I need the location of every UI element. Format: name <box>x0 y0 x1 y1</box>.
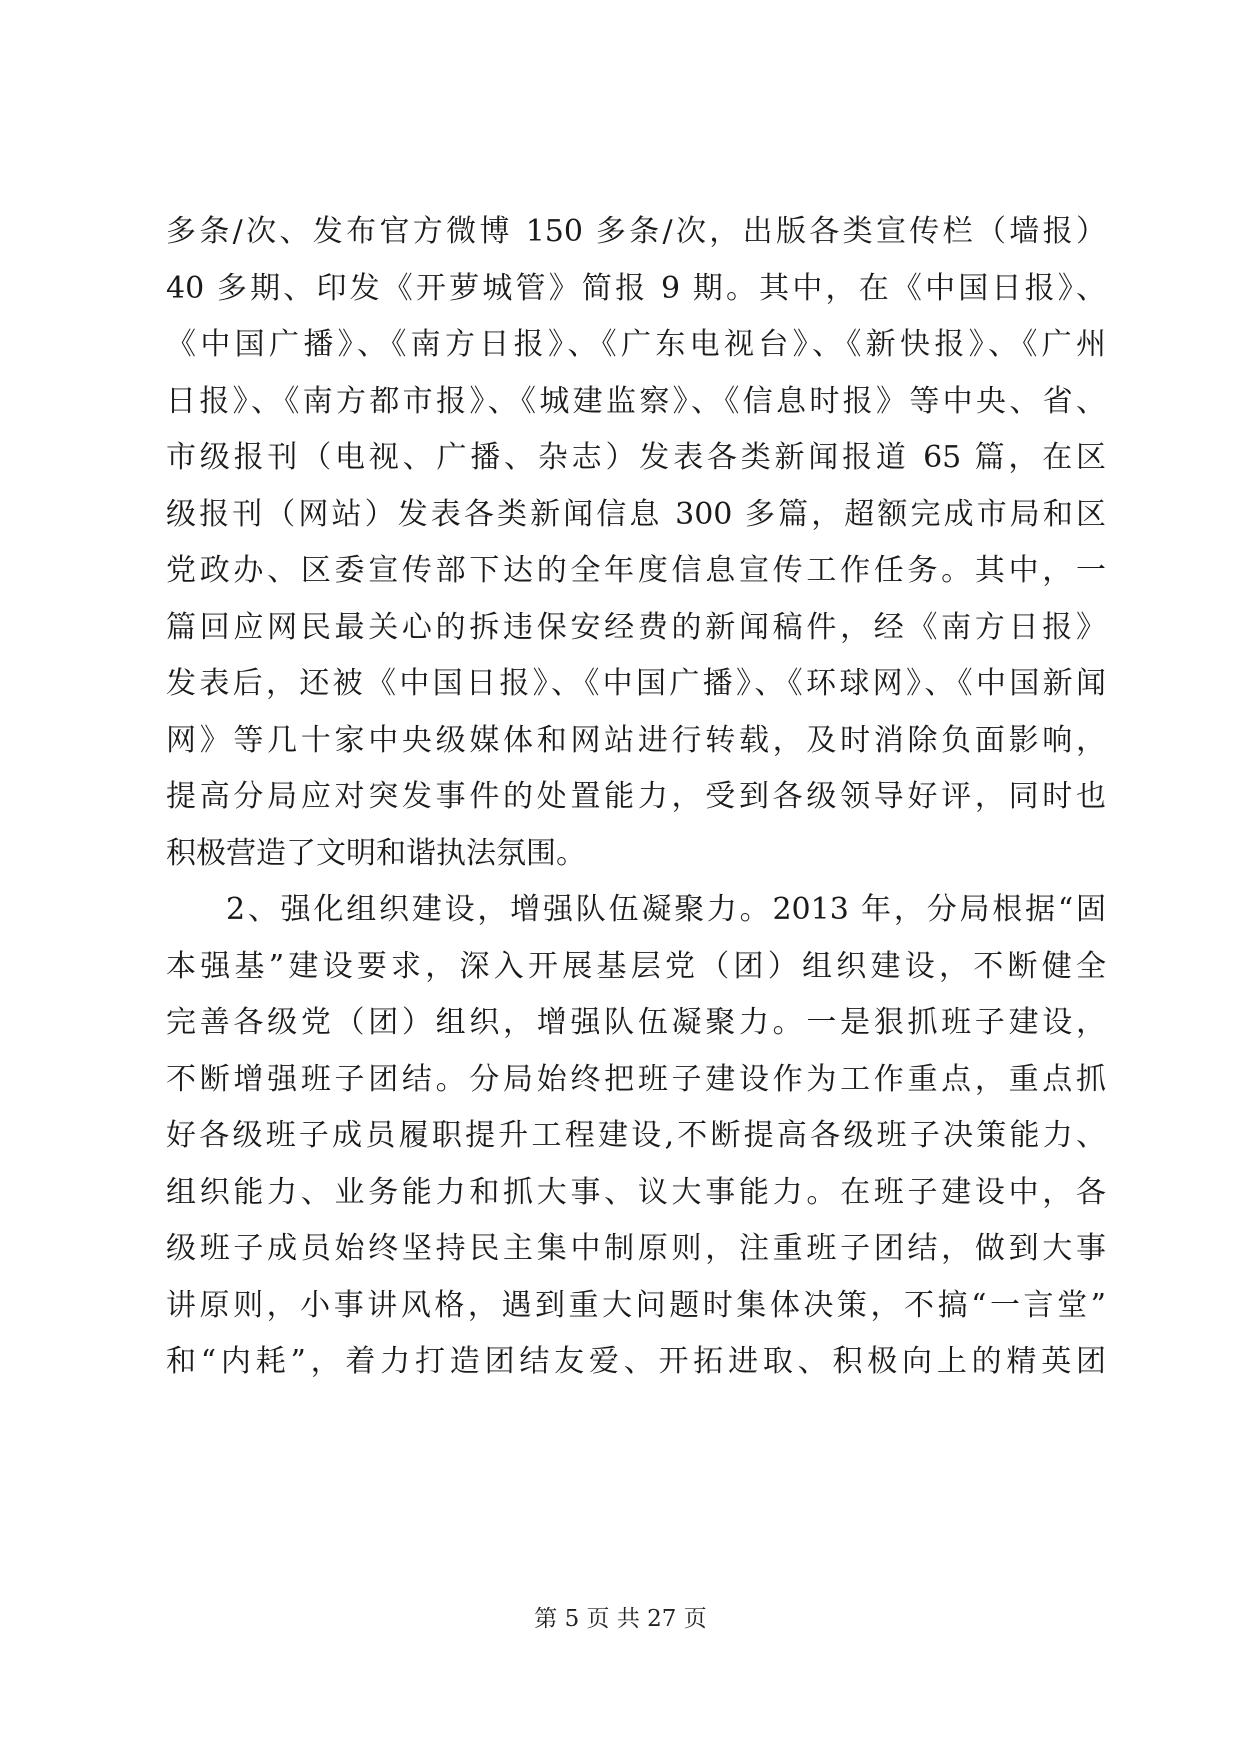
text-line: 多条/次、发布官方微博 150 多条/次，出版各类宣传栏（墙报） <box>166 214 1106 249</box>
text-line: 级班子成员始终坚持民主集中制原则，注重班子团结，做到大事 <box>166 1231 1106 1266</box>
paragraph-last-line: 积极营造了文明和谐执法氛围。 <box>166 835 586 871</box>
paragraph-first-line: 2、强化组织建设，增强队伍凝聚力。2013 年，分局根据“固 <box>226 892 1106 927</box>
text-line: 市级报刊（电视、广播、杂志）发表各类新闻报道 65 篇，在区 <box>166 440 1106 475</box>
text-line: 讲原则，小事讲风格，遇到重大问题时集体决策，不搞“一言堂” <box>166 1287 1106 1323</box>
text-line: 网》等几十家中央级媒体和网站进行转载，及时消除负面影响， <box>166 722 1106 758</box>
text-line: 组织能力、业务能力和抓大事、议大事能力。在班子建设中，各 <box>166 1174 1106 1210</box>
page-number-footer: 第 5 页 共 27 页 <box>534 1606 707 1632</box>
document-body <box>166 204 1106 1391</box>
text-line: 日报》、《南方都市报》、《城建监察》、《信息时报》等中央、省、 <box>166 383 1106 419</box>
text-line: 党政办、区委宣传部下达的全年度信息宣传工作任务。其中，一 <box>166 553 1106 588</box>
text-line: 好各级班子成员履职提升工程建设,不断提高各级班子决策能力、 <box>166 1118 1106 1153</box>
text-line: 发表后，还被《中国日报》、《中国广播》、《环球网》、《中国新闻 <box>166 666 1106 701</box>
text-line: 完善各级党（团）组织，增强队伍凝聚力。一是狠抓班子建设， <box>166 1005 1106 1040</box>
text-line: 不断增强班子团结。分局始终把班子建设作为工作重点，重点抓 <box>166 1061 1106 1097</box>
text-line: 提高分局应对突发事件的处置能力，受到各级领导好评，同时也 <box>166 779 1106 814</box>
text-line: 和“内耗”，着力打造团结友爱、开拓进取、积极向上的精英团 <box>166 1344 1106 1379</box>
text-line: 级报刊（网站）发表各类新闻信息 300 多篇，超额完成市局和区 <box>166 496 1106 532</box>
text-line: 《中国广播》、《南方日报》、《广东电视台》、《新快报》、《广州 <box>166 327 1106 362</box>
text-line: 篇回应网民最关心的拆违保安经费的新闻稿件，经《南方日报》 <box>166 609 1106 645</box>
text-line: 本强基”建设要求，深入开展基层党（团）组织建设，不断健全 <box>166 948 1106 984</box>
text-line: 40 多期、印发《开萝城管》简报 9 期。其中，在《中国日报》、 <box>166 270 1106 306</box>
